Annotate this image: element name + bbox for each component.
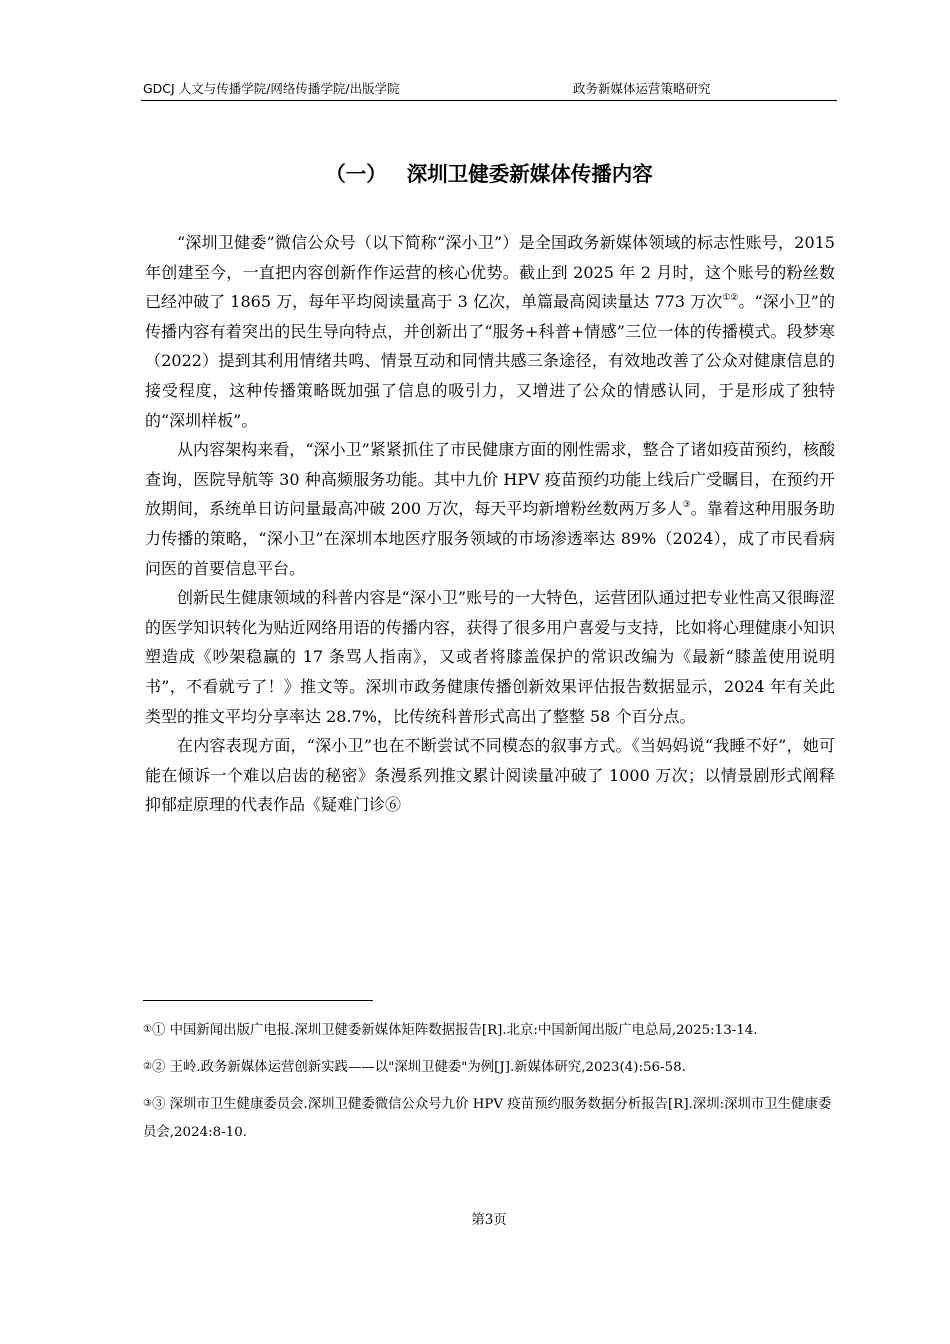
section-title-text: 深圳卫健委新媒体传播内容 [406, 162, 653, 186]
header-divider [141, 100, 837, 101]
header-paper-title: 政务新媒体运营策略研究 [573, 81, 711, 96]
paragraph-4: 在内容表现方面，“深小卫”也在不断尝试不同模态的叙事方式。《当妈妈说“我睡不好”，她可能在倾诉一个难以启齿的秘密》条漫系列推文累计阅读量冲破了 1000 万次；以情景剧形式阐释抑郁症原理的代表作品《疑难门诊⑥ [145, 736, 835, 815]
running-header [143, 79, 837, 99]
footnote-1-mark: ① [143, 1024, 152, 1035]
footnote-2-mark: ② [143, 1061, 152, 1072]
paragraph-2-text-b: 。靠着这种用服务助力传播的策略，“深小卫”在深圳本地医疗服务领域的市场渗透率达 89%（2024），成了市民看病问医的首要信息平台。 [145, 499, 835, 578]
paragraph-1 [145, 228, 835, 435]
paragraph-1-text-b: 。“深小卫”的传播内容有着突出的民生导向特点，并创新出了“服务+科普+情感”三位一体的传播模式。段梦寒（2022）提到其利用情绪共鸣、情景互动和同情共感三条途径，有效地改善了公众对健康信息的接受程度，这种传播策略既加强了信息的吸引力，又增进了公众的情感认同，于是形成了独特的“深圳样板”。 [145, 292, 835, 430]
footnote-1 [143, 1016, 837, 1045]
paragraph-1-text-a: “深圳卫健委”微信公众号（以下简称“深小卫”）是全国政务新媒体领域的标志性账号，2015 年创建至今，一直把内容创新作作运营的核心优势。截止到 2025 年 2 月时，这个账号的粉丝数已经冲破了 1865 万，每年平均阅读量高于 3 亿次，单篇最高阅读量达 773 万次 [145, 233, 835, 312]
footnote-2 [143, 1053, 837, 1082]
footnotes [143, 1016, 837, 1155]
footnote-ref-3[interactable]: ③ [682, 500, 691, 511]
footnote-3-mark: ③ [143, 1098, 152, 1109]
footnote-3 [143, 1090, 837, 1147]
paragraph-2 [145, 435, 835, 583]
paragraph-2-text-a: 从内容架构来看，“深小卫”紧紧抓住了市民健康方面的刚性需求，整合了诸如疫苗预约，核酸查询，医院导航等 30 种高频服务功能。其中九价 HPV 疫苗预约功能上线后广受瞩目，在预约开放期间，系统单日访问量最高冲破 200 万次，每天平均新增粉丝数两万多人 [145, 440, 835, 519]
footnote-divider [143, 1000, 373, 1001]
footnote-2-text: ② 王岭.政务新媒体运营创新实践——以"深圳卫健委"为例[J].新媒体研究,2023(4):56-58. [151, 1060, 686, 1075]
footnote-ref-1-2[interactable]: ①② [722, 293, 739, 304]
paragraph-3: 创新民生健康领域的科普内容是“深小卫”账号的一大特色，运营团队通过把专业性高又很晦涩的医学知识转化为贴近网络用语的传播内容，获得了很多用户喜爱与支持，比如将心理健康小知识塑造成《吵架稳赢的 17 条骂人指南》，又或者将膝盖保护的常识改编为《最新“膝盖使用说明书”，不看就亏了！》推文等。深圳市政务健康传播创新效果评估报告数据显示，2024 年有关此类型的推文平均分享率达 28.7%，比传统科普形式高出了整整 58 个百分点。 [145, 588, 835, 726]
header-institution: GDCJ 人文与传播学院/网络传播学院/出版学院 [143, 81, 400, 96]
page-number: 第3页 [471, 1212, 507, 1228]
section-number: （一） [325, 162, 387, 186]
footnote-3-text: ③ 深圳市卫生健康委员会.深圳卫健委微信公众号九价 HPV 疫苗预约服务数据分析报告[R].深圳:深圳市卫生健康委员会,2024:8-10. [143, 1097, 832, 1140]
body-text [145, 228, 835, 820]
footnote-1-text: ① 中国新闻出版广电报.深圳卫健委新媒体矩阵数据报告[R].北京:中国新闻出版广电总局,2025:13-14. [151, 1023, 758, 1038]
section-heading [141, 158, 837, 190]
